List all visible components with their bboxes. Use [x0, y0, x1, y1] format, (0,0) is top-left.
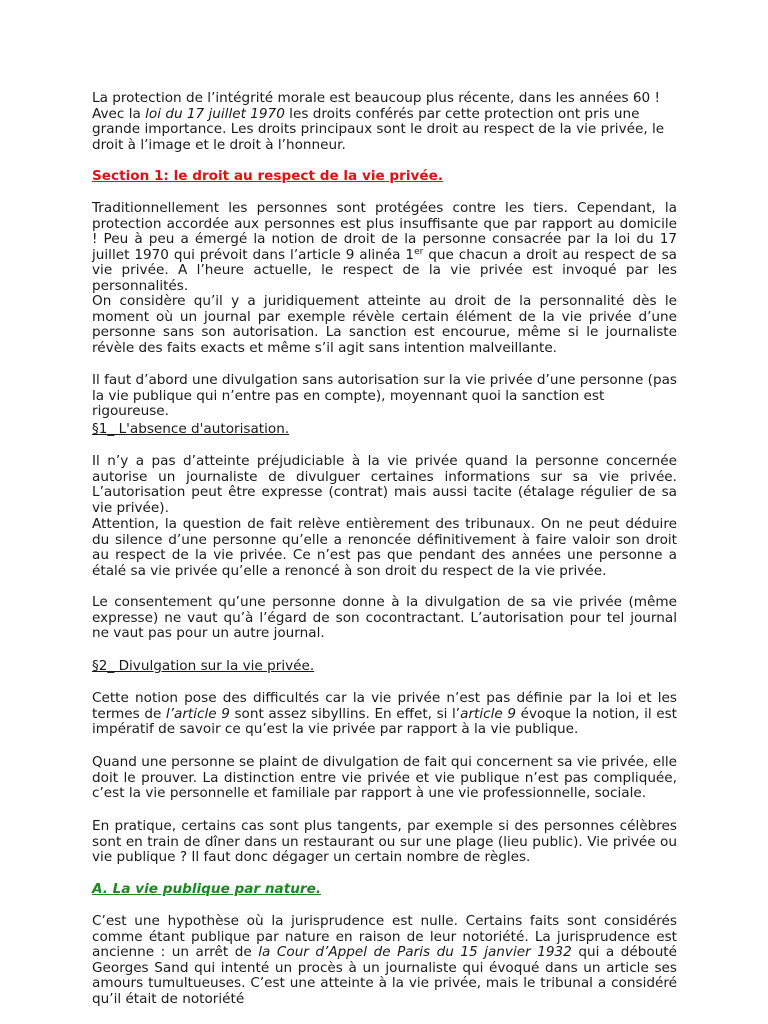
paragraph-le-consentement: Le consentement qu’une personne donne à la divulgation de sa vie privée (même expresse) ne vaut qu’à l’égard de son cocontractant. L’autorisation pour tel journal ne vaut pas pour un autre journal.: [92, 594, 677, 641]
paragraph-il-faut: Il faut d’abord une divulgation sans autorisation sur la vie privée d’une personne (pas la vie publique qui n’entre pas en compte), moyennant quoi la sanction est rigoureuse.: [92, 372, 677, 419]
paragraph-en-pratique: En pratique, certains cas sont plus tangents, par exemple si des personnes célèbres sont en train de dîner dans un restaurant ou sur une plage (lieu public). Vie privée ou vie publique ? Il faut donc dégager un certain nombre de règles.: [92, 818, 677, 865]
subsection-1-heading: §1_ L'absence d'autorisation.: [92, 421, 290, 437]
paragraph-traditionnellement: Traditionnellement les personnes sont protégées contre les tiers. Cependant, la protection accordée aux personnes est plus insuffisante que par rapport au domicile ! Peu à peu a émergé la notion de droit de la personne consacrée par la loi du 17 juillet 1970 qui prévoit dans l’article 9 alinéa 1er que chacun a droit au respect de sa vie privée. A l’heure actuelle, le respect de la vie privée est invoqué par les personnalités.: [92, 200, 677, 294]
section-1-heading: Section 1: le droit au respect de la vie privée.: [92, 168, 443, 184]
paragraph-cette-notion: Cette notion pose des difficultés car la vie privée n’est pas définie par la loi et les termes de l’article 9 sont assez sibyllins. En effet, si l’article 9 évoque la notion, il est impératif de savoir ce qu’est la vie privée par rapport à la vie publique.: [92, 690, 677, 737]
law-reference: loi du 17 juillet 1970: [145, 105, 285, 122]
paragraph-intro: La protection de l’intégrité morale est beaucoup plus récente, dans les années 60 ! Avec la loi du 17 juillet 1970 les droits conférés par cette protection ont pris une grande importance. Les droits principaux sont le droit au respect de la vie privée, le droit à l’image et le droit à l’honneur.: [92, 90, 665, 153]
paragraph-quand-une-personne: Quand une personne se plaint de divulgation de fait qui concernent sa vie privée, elle doit le prouver. La distinction entre vie privée et vie publique n’est pas compliquée, c’est la vie personnelle et familiale par rapport à une vie professionnelle, sociale.: [92, 754, 678, 801]
subsection-2-heading: §2_ Divulgation sur la vie privée.: [92, 658, 315, 674]
paragraph-il-ny-a-pas: Il n’y a pas d’atteinte préjudiciable à la vie privée quand la personne concernée autorise un journaliste de divulguer certaines informations sur sa vie privée. L’autorisation peut être expresse (contrat) mais aussi tacite (étalage régulier de sa vie privée).: [92, 453, 677, 516]
paragraph-attention: Attention, la question de fait relève entièrement des tribunaux. On ne peut déduire du silence d’une personne qu’elle a renoncée définitivement à faire valoir son droit au respect de la vie privée. Ce n’est pas que pendant des années une personne a étalé sa vie privée qu’elle a renoncé à son droit du respect de la vie privée.: [92, 516, 677, 579]
section-a-heading: A. La vie publique par nature.: [92, 881, 321, 897]
paragraph-on-considere: On considère qu’il y a juridiquement atteinte au droit de la personnalité dès le moment où un journal par exemple révèle certain élément de la vie privée d’une personne sans son autorisation. La sanction est encourue, même si le journaliste révèle des faits exacts et même s’il agit sans intention malveillante.: [92, 293, 677, 356]
paragraph-cest-une-hypothese: C’est une hypothèse où la jurisprudence est nulle. Certains faits sont considérés comme étant publique par nature en raison de leur notoriété. La jurisprudence est ancienne : un arrêt de la Cour d’Appel de Paris du 15 janvier 1932 qui a débouté Georges Sand qui intenté un procès à un journaliste qui évoqué dans un article ses amours tumultueuses. C’est une atteinte à la vie privée, mais le tribunal a considéré qu’il était de notoriété: [92, 913, 678, 1007]
